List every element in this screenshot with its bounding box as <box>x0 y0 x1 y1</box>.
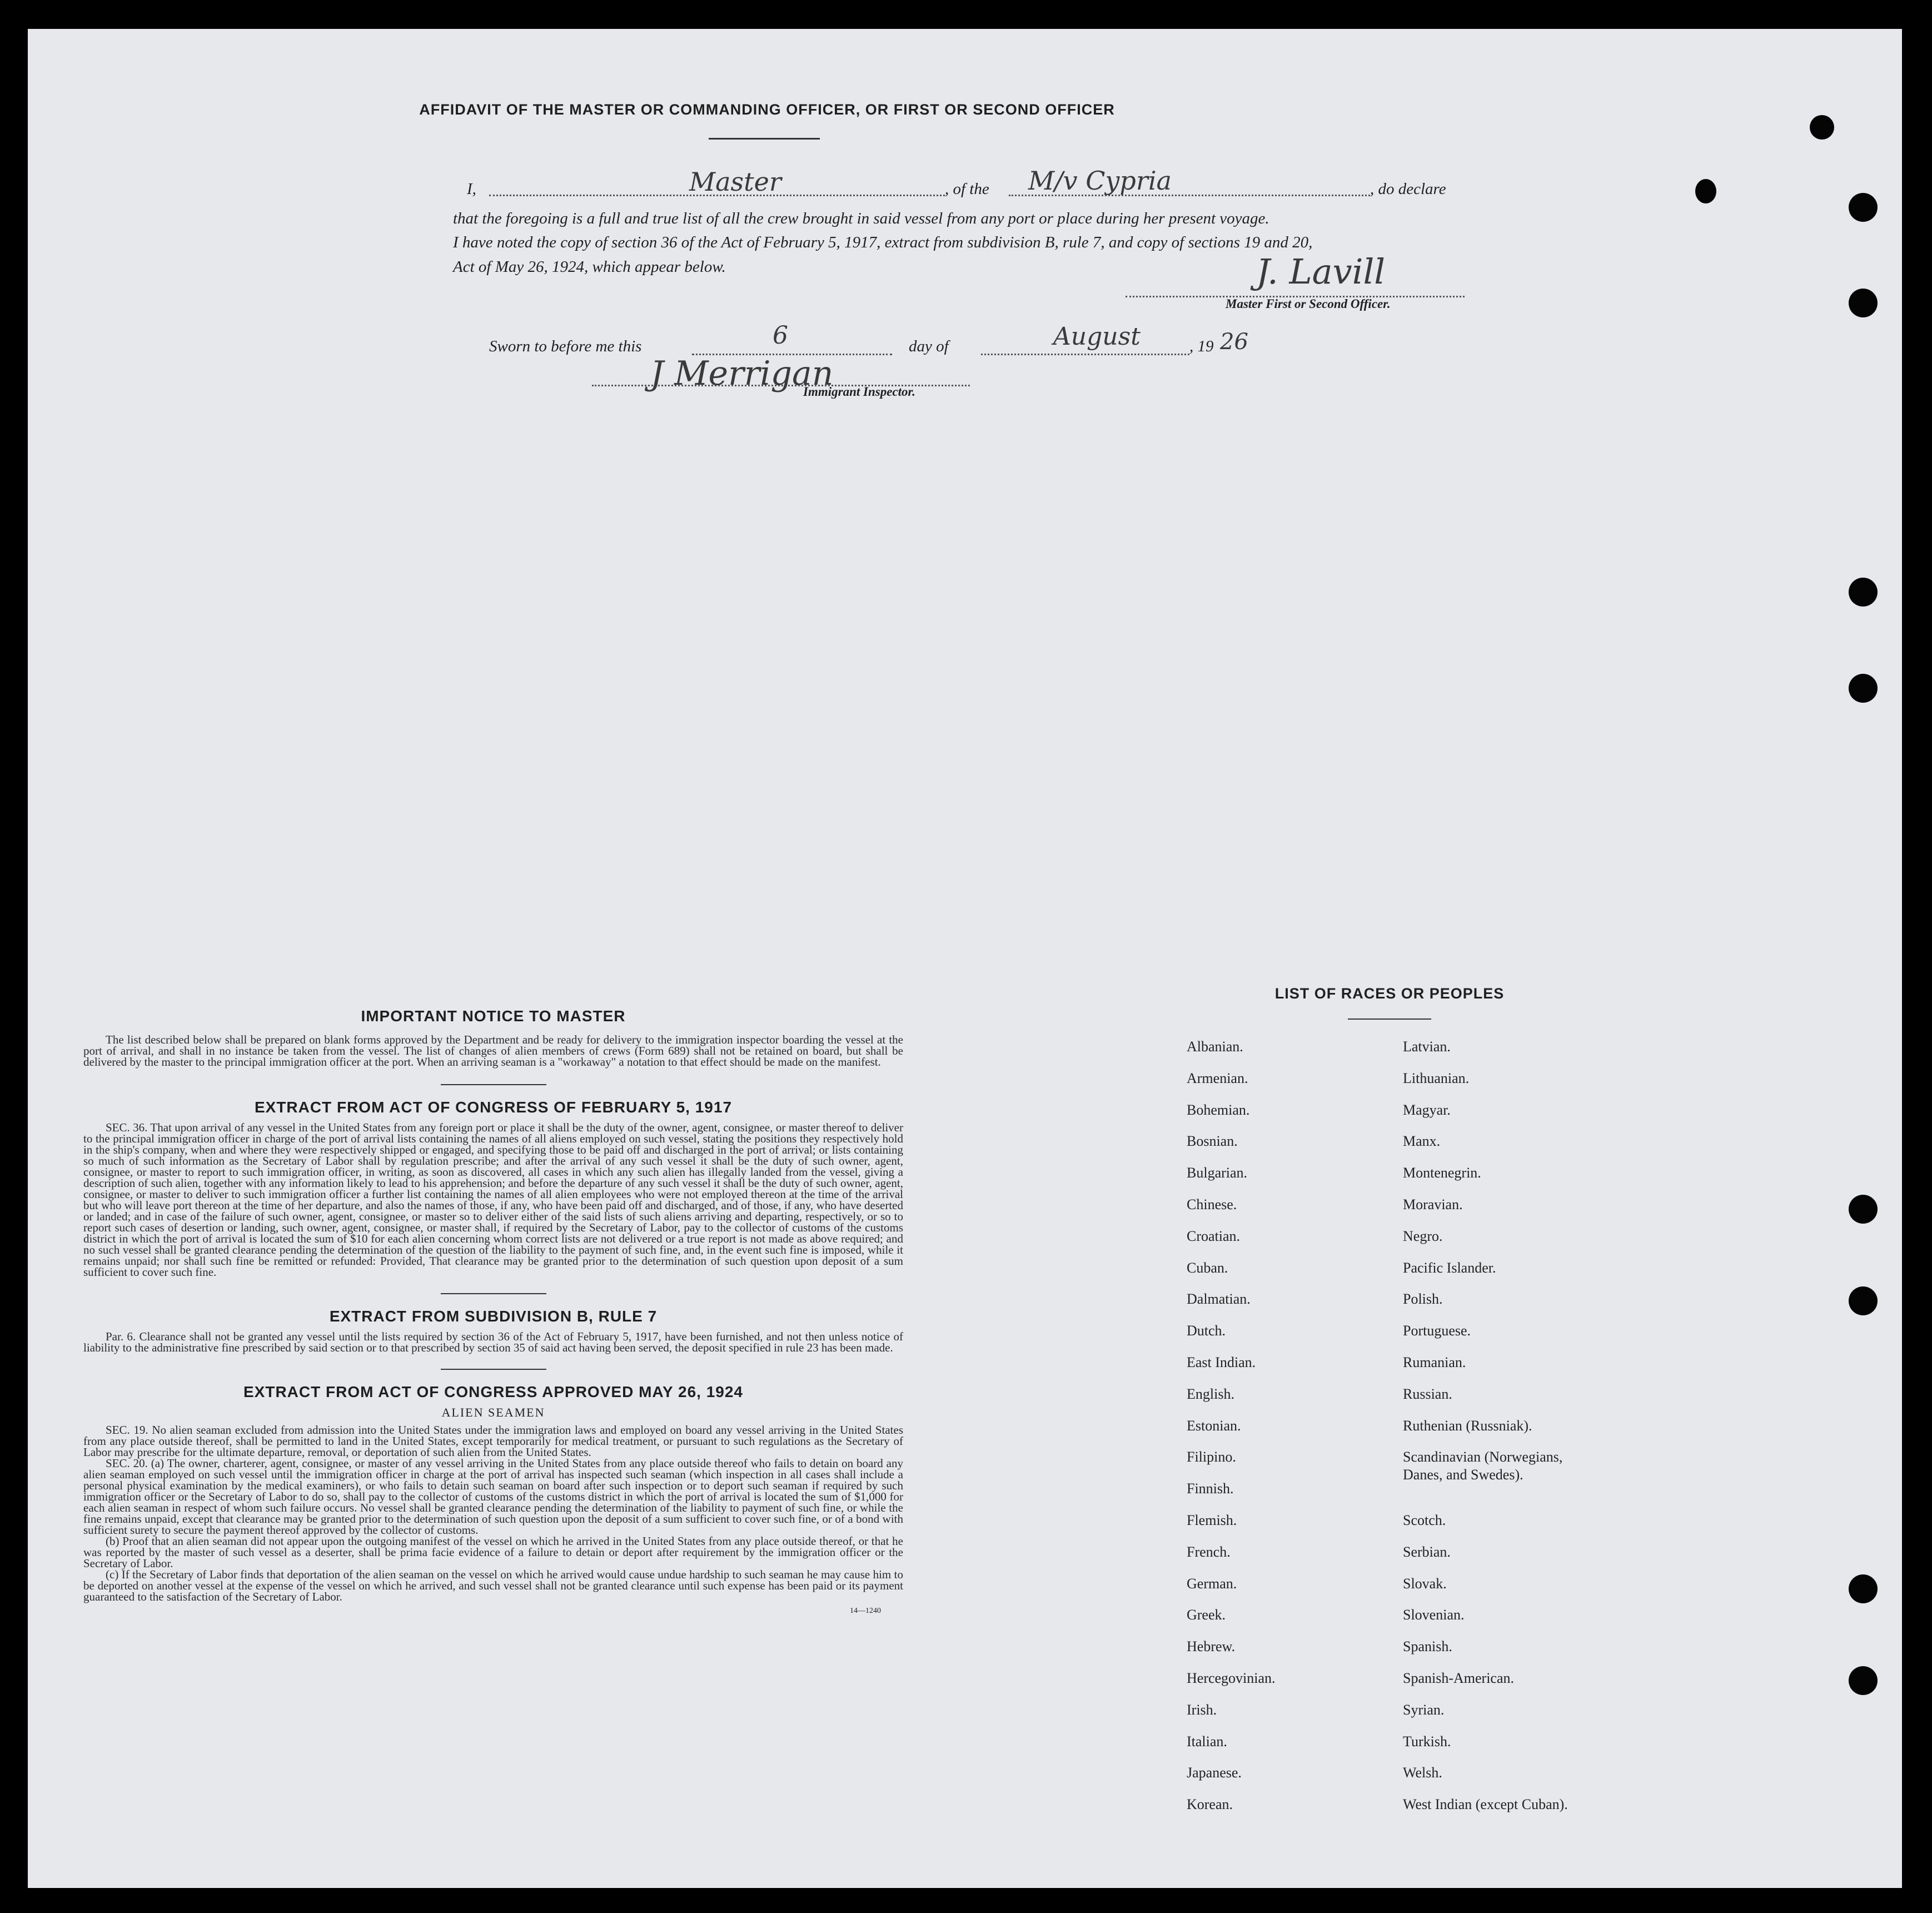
race-item: Albanian. <box>1187 1039 1243 1055</box>
document-page <box>28 29 1902 1888</box>
race-item: Greek. <box>1187 1607 1226 1623</box>
race-item: Serbian. <box>1403 1543 1451 1560</box>
race-item: German. <box>1187 1575 1237 1592</box>
race-item: Filipino. <box>1187 1449 1236 1465</box>
race-item: Latvian. <box>1403 1039 1451 1055</box>
race-item: Chinese. <box>1187 1196 1237 1213</box>
section-rule <box>441 1293 546 1294</box>
binder-hole <box>1849 1666 1878 1695</box>
race-item: Spanish-American. <box>1403 1670 1515 1686</box>
race-item: Moravian. <box>1403 1196 1463 1213</box>
race-item: Slovak. <box>1403 1575 1447 1592</box>
sec-20c-body: (c) If the Secretary of Labor finds that deportation of the alien seaman on the vessel on which he arrived would cause undue hardship to such seaman he may cause him to be deported on another vessel at the expense of the vessel on which he arrived, and such vessel shall not be granted clearance until such expense has been paid or its payment guaranteed to the satisfaction of the Secretary of Labor. <box>83 1568 903 1603</box>
race-item: Cuban. <box>1187 1259 1228 1276</box>
binder-hole <box>1810 115 1834 140</box>
master-signature: J. Lavill <box>1256 251 1386 292</box>
race-item: Polish. <box>1403 1291 1443 1308</box>
alien-seamen-subtitle: ALIEN SEAMEN <box>441 1405 545 1419</box>
vessel-field <box>1009 166 1370 196</box>
binder-hole <box>1849 1574 1878 1603</box>
race-item: Ruthenian (Russniak). <box>1403 1417 1532 1434</box>
notice-title: IMPORTANT NOTICE TO MASTER <box>361 1007 626 1025</box>
master-field <box>489 167 945 197</box>
race-item: Bosnian. <box>1187 1133 1238 1150</box>
sworn-line <box>484 318 1317 357</box>
binder-hole <box>1849 1286 1878 1315</box>
of-the-label: , of the <box>945 180 989 198</box>
race-item: Dalmatian. <box>1187 1291 1251 1308</box>
sworn-day-handwritten: 6 <box>773 321 788 350</box>
master-handwritten: Master <box>689 167 781 197</box>
race-item: Flemish. <box>1187 1512 1237 1528</box>
binder-hole <box>1849 578 1878 607</box>
race-item: Turkish. <box>1403 1733 1451 1750</box>
extract-1917-title: EXTRACT FROM ACT OF CONGRESS OF FEBRUARY 5, 1917 <box>254 1099 733 1116</box>
race-item: East Indian. <box>1187 1354 1256 1370</box>
race-item: Russian. <box>1403 1385 1452 1402</box>
race-item: Armenian. <box>1187 1070 1248 1086</box>
binder-hole <box>1849 193 1878 222</box>
inspector-caption: Immigrant Inspector. <box>803 385 915 399</box>
i-label: I, <box>467 180 476 198</box>
year-prefix: , 19 <box>1189 337 1214 355</box>
race-item: Bohemian. <box>1187 1101 1250 1118</box>
extract-1924-title: EXTRACT FROM ACT OF CONGRESS APPROVED MAY 26, 1924 <box>243 1383 743 1400</box>
declaration-line <box>453 162 1537 196</box>
race-item: Korean. <box>1187 1796 1233 1813</box>
do-declare-label: , do declare <box>1370 180 1446 198</box>
race-item: Manx. <box>1403 1133 1441 1150</box>
declaration-text-1: that the foregoing is a full and true list of all the crew brought in said vessel from any port or place during her present voyage. <box>453 210 1269 227</box>
notices-column <box>83 1007 903 1616</box>
notice-body: The list described below shall be prepared on blank forms approved by the Department and be ready for delivery to the immigration inspector boarding the vessel at the port of arrival, and shall in no instance be taken from the vessel. The list of changes of alien members of crews (Form 689) shall not be retained on board, but shall be delivered by the master to the principal immigration officer at the port. When an arriving seaman is a "workaway" a notation to that effect should be made on the manifest. <box>83 1033 903 1069</box>
section-rule <box>441 1369 546 1370</box>
race-item: Italian. <box>1187 1733 1227 1750</box>
affidavit-title: AFFIDAVIT OF THE MASTER OR COMMANDING OFFICER, OR FIRST OR SECOND OFFICER <box>419 101 1115 118</box>
declaration-text-2: I have noted the copy of section 36 of the Act of February 5, 1917, extract from subdivision B, rule 7, and copy of sections 19 and 20, <box>453 233 1313 251</box>
form-number: 14—1240 <box>850 1607 881 1615</box>
sworn-day-field <box>692 321 892 355</box>
race-item: Slovenian. <box>1403 1607 1465 1623</box>
race-item: Scotch. <box>1403 1512 1446 1528</box>
race-item: Scandinavian (Norwegians, Danes, and Swedes). <box>1403 1449 1563 1483</box>
race-item: Rumanian. <box>1403 1354 1466 1370</box>
extract-1917-body: SEC. 36. That upon arrival of any vessel in the United States from any foreign port or place it shall be the duty of the owner, agent, consignee, or master thereof to deliver to the principal immigration officer in charge of the port of arrival lists containing the names of all aliens employed on such vessel, stating the positions they respectively hold in the ship's company, when and where they were respectively shipped or engaged, and specifying those to be paid off and discharged in the port of arrival; or lists containing so much of such information as the Secretary of Labor shall by regulation prescribe; and after the arrival of any such vessel it shall be the duty of such owner, agent, consignee, or master to report to such immigration officer, in writing, as soon as discovered, all cases in which any such alien has illegally landed from the vessel, giving a description of such alien, together with any information likely to lead to his apprehension; and before the departure of any such vessel it shall be the duty of such owner, agent, consignee, or master to deliver to such immigration officer a further list containing the names of all alien employees who were not employed thereon at the time of the arrival but who will leave port thereon at the time of her departure, and also the names of those, if any, who have been paid off and discharged, and of those, if any, who have deserted or landed; and in case of the failure of such owner, agent, consignee, or master so to deliver either of the said lists of such aliens arriving and departing, respectively, or so to report such cases of desertion or landing, such owner, agent, consignee, or master shall, if required by the Secretary of Labor, pay to the collector of customs of the customs district in which the port of arrival is located the sum of $10 for each alien concerning whom correct lists are not delivered or a true report is not made as above required; and no such vessel shall be granted clearance pending the determination of the question of the liability to the payment of such fine, and, in the event such fine is imposed, while it remains unpaid; nor shall such fine be remitted or refunded: Provided, That clearance may be granted prior to the determination of such question upon deposit of a sum sufficient to cover such fine. <box>83 1121 903 1279</box>
year-handwritten: 26 <box>1220 329 1248 355</box>
race-item: Finnish. <box>1187 1480 1234 1497</box>
binder-hole <box>1849 674 1878 703</box>
section-rule <box>441 1084 546 1085</box>
race-item: Montenegrin. <box>1403 1165 1481 1181</box>
race-item: Croatian. <box>1187 1228 1241 1244</box>
races-title: LIST OF RACES OR PEOPLES <box>1274 985 1505 1002</box>
sworn-month-field <box>981 322 1189 355</box>
races-rule <box>1348 1018 1431 1020</box>
race-item: Estonian. <box>1187 1417 1241 1434</box>
race-item: Irish. <box>1187 1701 1217 1718</box>
sec-20a-body: SEC. 20. (a) The owner, charterer, agent, consignee, or master of any vessel arriving in the United States from any place outside thereof who fails to detain on board any alien seaman employed on such vessel until the immigration officer in charge at the port of arrival has inspected such seaman (which inspection in all cases shall include a personal physical examination by the medical examiners), or who fails to detain such seaman on board after such inspection or to deport such seaman if required by such immigration officer or the Secretary of Labor to do so, shall pay to the collector of customs of the customs district in which the port of arrival is located the sum of $1,000 for each alien seaman in respect of whom such failure occurs. No vessel shall be granted clearance pending the determination of the liability to payment of such fine, or while the fine remains unpaid, except that clearance may be granted prior to the determination of such question upon the deposit of a sum sufficient to cover such fine, or of a bond with sufficient surety to secure the payment thereof approved by the collector of customs. <box>83 1457 903 1537</box>
title-rule <box>709 138 820 140</box>
race-item: French. <box>1187 1543 1231 1560</box>
master-signature-caption: Master First or Second Officer. <box>1226 297 1391 311</box>
sec-20b-body: (b) Proof that an alien seaman did not appear upon the outgoing manifest of the vessel on which he arrived in the United States from any place outside thereof, or that he was reported by the master of such vessel as a deserter, shall be prima facie evidence of a failure to detain or deport after requirement by the immigration officer or the Secretary of Labor. <box>83 1534 903 1570</box>
sworn-label: Sworn to before me this <box>489 337 642 355</box>
rule-7-body: Par. 6. Clearance shall not be granted any vessel until the lists required by section 36 of the Act of February 5, 1917, have been furnished, and not then unless notice of liability to the administrative fine prescribed by said section or to that prescribed by section 35 of said act having been served, the deposit specified in rule 23 has been made. <box>83 1330 903 1354</box>
binder-hole <box>1849 1195 1878 1224</box>
inspector-signature: J Merrigan <box>650 354 834 393</box>
vessel-handwritten: M/v Cypria <box>1028 166 1172 196</box>
rule-7-title: EXTRACT FROM SUBDIVISION B, RULE 7 <box>329 1308 658 1325</box>
sworn-month-handwritten: August <box>1053 322 1141 351</box>
race-item: Bulgarian. <box>1187 1165 1248 1181</box>
declaration-text-3: Act of May 26, 1924, which appear below. <box>453 258 726 276</box>
race-item: Lithuanian. <box>1403 1070 1470 1086</box>
binder-hole <box>1695 179 1716 203</box>
race-item: Magyar. <box>1403 1101 1451 1118</box>
binder-hole <box>1849 289 1878 317</box>
sec-19-body: SEC. 19. No alien seaman excluded from admission into the United States under the immigration laws and employed on board any vessel arriving in the United States from any place outside thereof, shall be permitted to land in the United States, except temporarily for medical treatment, or pursuant to such regulations as the Secretary of Labor may prescribe for the ultimate departure, removal, or deportation of such alien from the United States. <box>83 1423 903 1459</box>
race-item: Portuguese. <box>1403 1323 1471 1339</box>
day-of-label: day of <box>909 337 949 355</box>
race-item: Syrian. <box>1403 1701 1445 1718</box>
race-item: West Indian (except Cuban). <box>1403 1796 1568 1813</box>
race-item: Hebrew. <box>1187 1638 1236 1655</box>
race-item: Pacific Islander. <box>1403 1259 1496 1276</box>
race-item: Spanish. <box>1403 1638 1452 1655</box>
race-item: English. <box>1187 1385 1234 1402</box>
race-item: Welsh. <box>1403 1765 1442 1781</box>
race-item: Negro. <box>1403 1228 1443 1244</box>
race-item: Dutch. <box>1187 1323 1226 1339</box>
race-item: Japanese. <box>1187 1765 1242 1781</box>
race-item: Hercegovinian. <box>1187 1670 1276 1686</box>
